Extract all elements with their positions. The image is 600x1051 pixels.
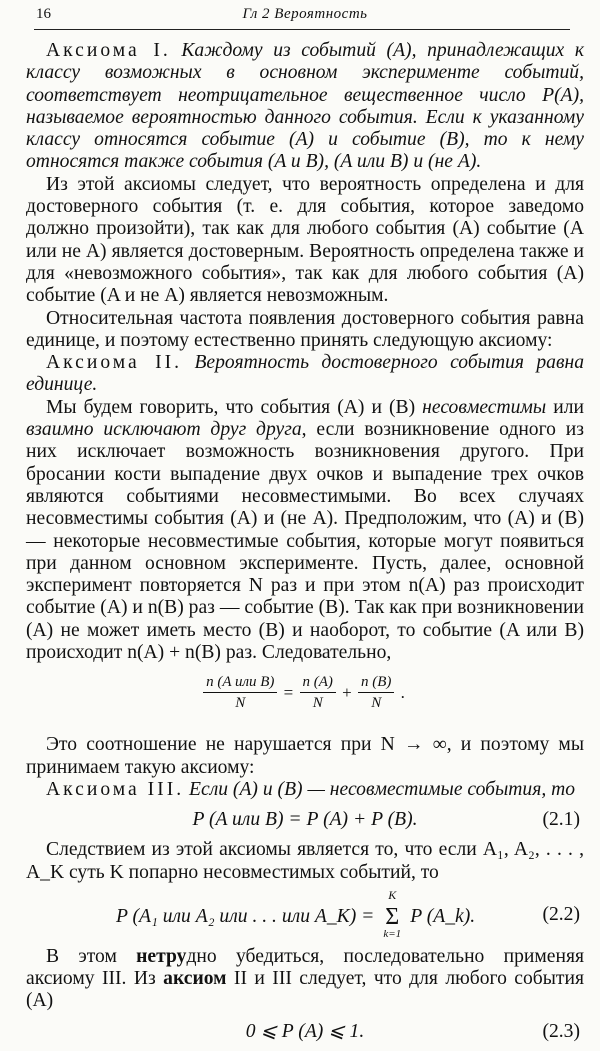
equals-sign: = (283, 683, 294, 703)
equation-2-3-body: 0 ⩽ P (A) ⩽ 1. (245, 1020, 365, 1042)
period: . (400, 683, 405, 703)
axiom-3 (26, 779, 584, 801)
fraction-equation (26, 674, 584, 726)
equation-2-2-number: (2.2) (542, 903, 580, 925)
paragraph-1: Из этой аксиомы следует, что вероятность определена и для достоверного события (т. е. для события, которое заведомо должно произойти), так как для любого события (A) событие (A или не A) является достоверным. Вероятность определена также и для «невозможного события», так как для любого события (A) событие (A и не A) является невозможным. (26, 173, 584, 307)
plus-sign: + (342, 683, 352, 703)
paragraph-5: Следствием из этой аксиомы является то, что если A₁, A₂, . . . , A_K суть K попарно несовместимых событий, то (26, 839, 584, 883)
equation-2-3 (26, 1013, 584, 1051)
bold-fragment: аксиом (163, 968, 227, 990)
equation-2-2 (26, 884, 584, 946)
running-title: Гл 2 Вероятность (242, 6, 368, 22)
axiom-2-text: Вероятность достоверного события равна единице. (26, 352, 584, 396)
equation-2-1 (26, 801, 584, 839)
page-number: 16 (36, 6, 51, 22)
equation-2-2-body (116, 887, 476, 940)
header-rule (34, 29, 570, 30)
axiom-3-label: Аксиома III. (46, 778, 185, 800)
fraction-2: $\frac{n (A)}{N}$ (300, 674, 336, 712)
axiom-1 (26, 40, 584, 174)
equation-2-2-right: P (A_k). (410, 905, 476, 927)
axiom-3-text: Если (A) и (B) — несовместимые события, то (189, 778, 576, 800)
summation-sign: K Σ k=1 (383, 887, 402, 940)
paragraph-3 (26, 397, 584, 665)
paragraph-3-part: Мы будем говорить, что события (A) и (B) (46, 396, 423, 418)
equation-2-1-number: (2.1) (542, 809, 580, 831)
axiom-2 (26, 352, 584, 397)
term-mutually-exclusive: взаимно исключают друг друга (26, 419, 302, 441)
equation-2-1-body: P (A или B) = P (A) + P (B). (192, 809, 418, 831)
paragraph-6: В этом нетрудно убедиться, последовательно применяя аксиому III. Из аксиом II и III следует, что для любого события (A) (26, 945, 584, 1012)
axiom-1-label: Аксиома I. (46, 40, 171, 61)
axiom-1-text: Каждому из событий (A), принадлежащих к классу возможных в основном эксперименте событий, соответствует неотрицательное вещественное число P(A), называемое вероятностью данного события. Если к указанному классу относятся событие (A) и событие (B), то к нему относятся также события (A и B), (A или B) и (не A). (26, 40, 585, 173)
term-incompatible: несовместимы (422, 396, 547, 418)
paragraph-4: Это соотношение не нарушается при N → ∞, и поэтому мы принимаем такую аксиому: (26, 734, 584, 778)
paragraph-3-part: или (546, 396, 584, 418)
fraction-1: $\frac{\text{n (A или B)}}{N}$ (203, 674, 277, 712)
equation-2-2-left: P (A₁ или A₂ или . . . или A_K) = (116, 905, 375, 927)
equation-2-3-number: (2.3) (542, 1020, 580, 1042)
paragraph-2: Относительная частота появления достоверного события равна единице, и поэтому естественно принять следующую аксиому: (26, 307, 584, 351)
axiom-2-label: Аксиома II. (46, 352, 183, 374)
paragraph-3-part: , если возникновение одного из них исключает возможность возникновения другого. При бросании кости выпадение двух очков и выпадение трех очков являются событиями несовместимыми. Во всех случаях несовместимы события (A) и (не A). Предположим, что (A) и (B) — некоторые несовместимые события, которые могут появиться при данном основном эксперименте. Пусть, далее, основной эксперимент повторяется N раз и при этом n(A) раз происходит событие (A) и n(B) раз — событие (B). Так как при возникновении (A) не может иметь место (B) и наоборот, то событие (A или B) происходит n(A) + n(B) раз. Следовательно, (26, 419, 585, 664)
page-header (26, 0, 584, 40)
fraction-3: $\frac{n (B)}{N}$ (358, 674, 394, 712)
bold-fragment: нетру (136, 945, 187, 967)
